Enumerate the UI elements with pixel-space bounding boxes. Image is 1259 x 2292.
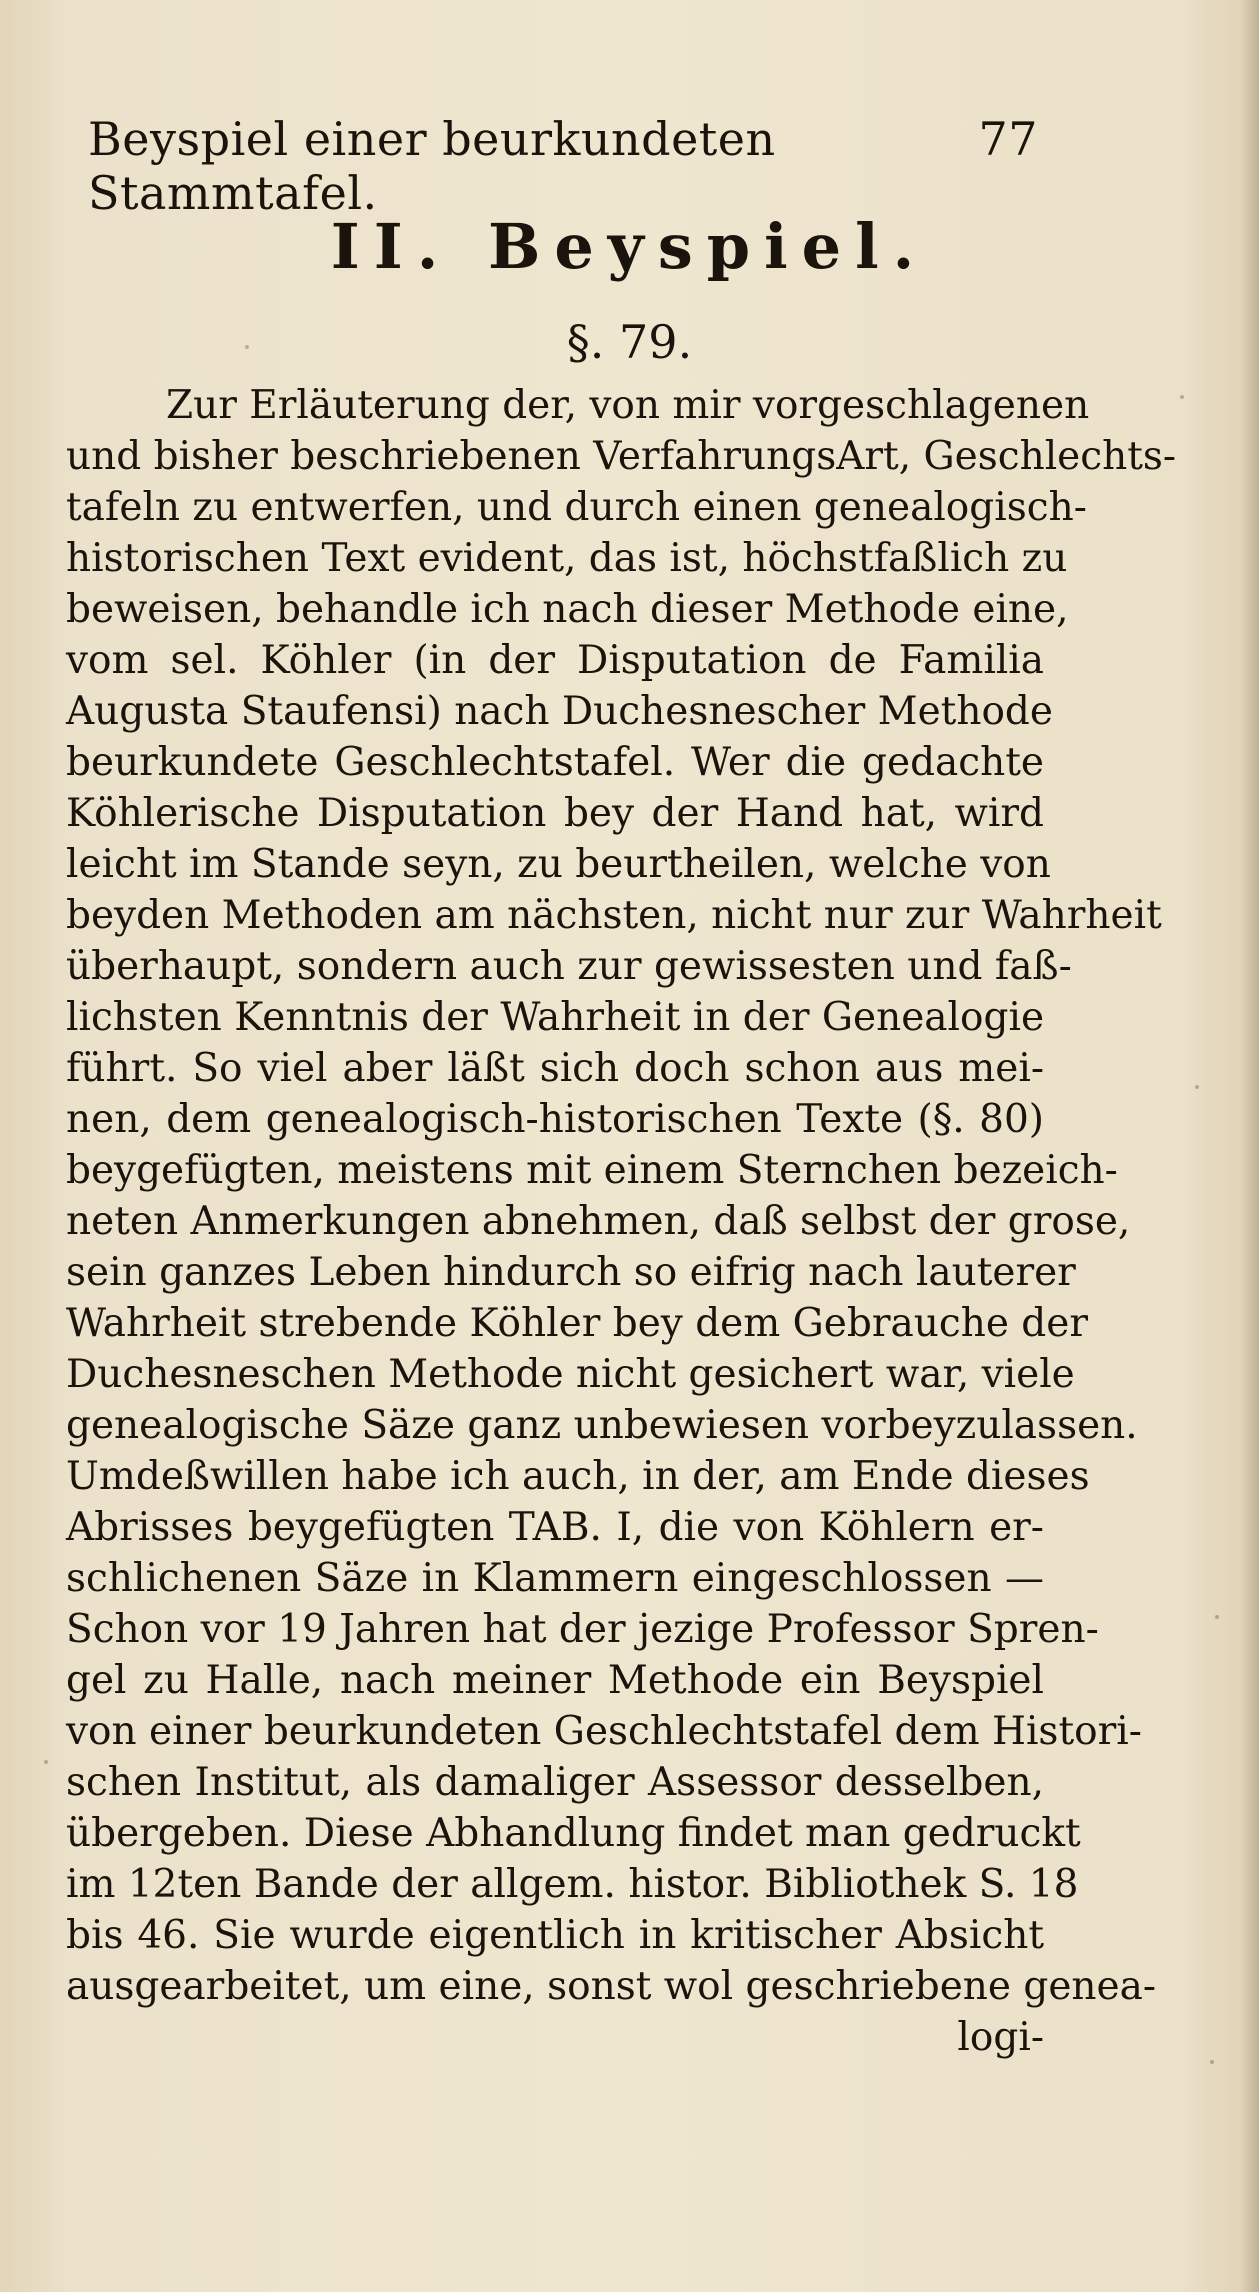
text-line: vom sel. Köhler (in der Disputation de Familia	[66, 638, 1044, 683]
text-line: nen, dem genealogisch-historischen Texte (§. 80)	[66, 1097, 1044, 1142]
text-line: schlichenen Säze in Klammern eingeschlossen —	[66, 1556, 1044, 1601]
section-title: II. Beyspiel.	[330, 210, 929, 283]
text-line: von einer beurkundeten Geschlechtstafel dem Histori-	[66, 1709, 1142, 1754]
paper-speck	[44, 1760, 48, 1764]
text-line: Duchesneschen Methode nicht gesichert war, viele	[66, 1352, 1075, 1397]
text-line: neten Anmerkungen abnehmen, daß selbst der grose,	[66, 1199, 1131, 1244]
text-line: im 12ten Bande der allgem. histor. Bibliothek S. 18	[66, 1862, 1079, 1907]
text-line: historischen Text evident, das ist, höchstfaßlich zu	[66, 536, 1068, 581]
text-line: Schon vor 19 Jahren hat der jezige Professor Spren-	[66, 1607, 1099, 1652]
text-line: gel zu Halle, nach meiner Methode ein Beyspiel	[66, 1658, 1044, 1703]
text-line: bis 46. Sie wurde eigentlich in kritischer Absicht	[66, 1913, 1044, 1958]
text-line: Augusta Staufensi) nach Duchesnescher Methode	[66, 689, 1053, 734]
text-line: beygefügten, meistens mit einem Sternchen bezeich-	[66, 1148, 1118, 1193]
paragraph-number: §. 79.	[566, 315, 693, 369]
paper-speck	[245, 345, 249, 349]
running-title: Beyspiel einer beurkundeten Stammtafel.	[88, 112, 776, 220]
text-line: Zur Erläuterung der, von mir vorgeschlagenen	[166, 383, 1090, 428]
page-number: 77	[978, 112, 1038, 166]
text-line: beyden Methoden am nächsten, nicht nur zur Wahrheit	[66, 893, 1162, 938]
text-line: Abrisses beygefügten TAB. I, die von Köhlern er-	[66, 1505, 1044, 1550]
running-header	[88, 112, 1038, 220]
text-line: beurkundete Geschlechtstafel. Wer die gedachte	[66, 740, 1044, 785]
text-line: und bisher beschriebenen VerfahrungsArt, Geschlechts-	[66, 434, 1177, 479]
text-line: sein ganzes Leben hindurch so eifrig nach lauterer	[66, 1250, 1076, 1295]
text-line: Wahrheit strebende Köhler bey dem Gebrauche der	[66, 1301, 1088, 1346]
text-line: Umdeßwillen habe ich auch, in der, am Ende dieses	[66, 1454, 1090, 1499]
paper-speck	[1210, 2060, 1214, 2064]
text-line: lichsten Kenntnis der Wahrheit in der Genealogie	[66, 995, 1045, 1040]
paper-speck	[1215, 1615, 1219, 1619]
text-line: ausgearbeitet, um eine, sonst wol geschriebene genea-	[66, 1964, 1157, 2009]
text-line: führt. So viel aber läßt sich doch schon aus mei-	[66, 1046, 1044, 1091]
text-line: Köhlerische Disputation bey der Hand hat, wird	[66, 791, 1044, 836]
paper-speck	[1195, 1085, 1199, 1089]
text-line: überhaupt, sondern auch zur gewissesten und faß-	[66, 944, 1072, 989]
text-line: leicht im Stande seyn, zu beurtheilen, welche von	[66, 842, 1051, 887]
text-line: beweisen, behandle ich nach dieser Methode eine,	[66, 587, 1069, 632]
text-line: schen Institut, als damaliger Assessor desselben,	[66, 1760, 1044, 1805]
text-line: genealogische Säze ganz unbewiesen vorbeyzulassen.	[66, 1403, 1138, 1448]
catchword: logi-	[957, 2015, 1044, 2060]
body-text	[66, 380, 1177, 2063]
text-line: übergeben. Diese Abhandlung findet man gedruckt	[66, 1811, 1081, 1856]
paper-speck	[1180, 395, 1184, 399]
text-line: tafeln zu entwerfen, und durch einen genealogisch-	[66, 485, 1087, 530]
